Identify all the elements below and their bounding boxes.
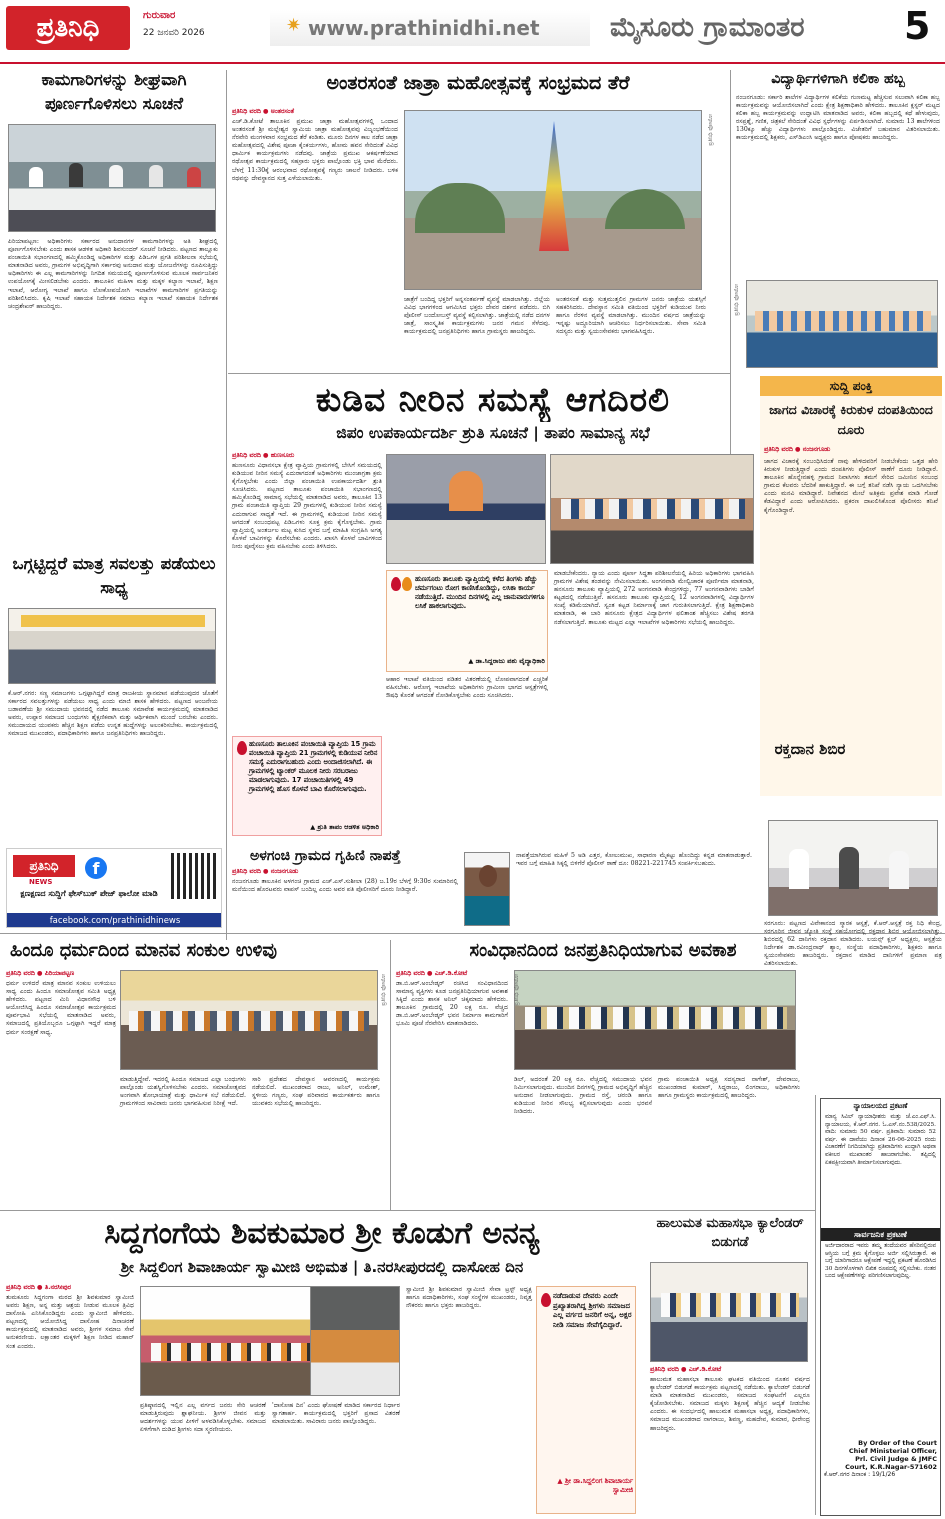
article-halumata (646, 1214, 814, 1516)
bhoomi-pooja-photo (514, 970, 796, 1070)
court-notice-text: ಮಾನ್ಯ ಸಿವಿಲ್ ನ್ಯಾಯಾಧೀಶರು ಮತ್ತು ಜೆ.ಎಂ.ಎಫ್.ಸಿ. ನ್ಯಾಯಾಲಯ, ಕೆ.ಆರ್.ನಗರ. ಓ.ಎಸ್.ನಂ.538/2025. ವಾದಿ: ಸುಮಾರು 50 ವರ್ಷ. ಪ್ರತಿವಾದಿ: ಸುಮಾರು 52 ವರ್ಷ. ಈ ದಾವೆಯು ದಿನಾಂಕ 26-06-2025 ರಂದು ವಿಚಾರಣೆಗೆ ನಿಗದಿಯಾಗಿದ್ದು ಪ್ರತಿವಾದಿಗಳು ಖುದ್ದಾಗಿ ಅಥವಾ ವಕೀಲರ ಮುಖಾಂತರ ಹಾಜರಾಗಬೇಕು. ತಪ್ಪಿದಲ್ಲಿ ಏಕಪಕ್ಷೀಯವಾಗಿ ತೀರ್ಮಾನಿಸಲಾಗುವುದು. (825, 1114, 936, 1166)
article-samvidhana (394, 938, 812, 1208)
order-line: ಕೆ.ಆರ್.ನಗರ ದಿನಾಂಕ : 19/1/26 (824, 1471, 896, 1478)
article-title[interactable]: ಅಳಗಂಚಿ ಗ್ರಾಮದ ಗೃಹಿಣಿ ನಾಪತ್ತೆ (250, 848, 401, 864)
facebook-ad[interactable] (6, 848, 222, 928)
column-header: ಸುದ್ದಿ ಪಂಕ್ತಿ (760, 376, 942, 396)
samavesha-photo (8, 608, 216, 684)
order-line: Chief Ministerial Officer, (848, 1447, 937, 1455)
callout-source: ▲ ಡಾ.ಸಿದ್ದರಾಜು ಪಶು ವೈದ್ಯಾಧಿಕಾರಿ (468, 657, 545, 665)
blood-camp-title[interactable]: ರಕ್ತದಾನ ಶಿಬಿರ (774, 740, 846, 758)
meeting-hall-photo (550, 454, 754, 564)
photo-credit: ಪ್ರತಿನಿಧಿ ಫೋಟೋ (708, 114, 714, 146)
blood-donation-photo (768, 820, 938, 916)
article-body: ಅಂತರಸಂತೆ ಮತ್ತು ಸುತ್ತಮುತ್ತಲಿನ ಗ್ರಾಮಗಳ ಜನರು ಜಾತ್ರೆಯ ಯಶಸ್ಸಿಗೆ ಸಹಕರಿಸಿದರು. ದೇವಸ್ಥಾನ ಸಮಿತಿ ವತಿಯಿಂದ ಭಕ್ತರಿಗೆ ಕುಡಿಯುವ ನೀರು ಹಾಗೂ ನೆರಳಿನ ವ್ಯವಸ್ಥೆ ಮಾಡಲಾಗಿತ್ತು. ಮುಂದಿನ ವರ್ಷದ ಜಾತ್ರೆಯನ್ನು ಇನ್ನಷ್ಟು ಅದ್ದೂರಿಯಾಗಿ ಆಚರಿಸಲು ನಿರ್ಧರಿಸಲಾಯಿತು. ಸೇವಾ ಸಮಿತಿ ಸದಸ್ಯರು ಮತ್ತು ಸ್ವಯಂಸೇವಕರು ಭಾಗವಹಿಸಿದ್ದರು. (556, 296, 706, 336)
article-body: ನಂಜನಗೂಡು: ಸರ್ಕಾರಿ ಶಾಲೆಗಳ ವಿದ್ಯಾರ್ಥಿಗಳ ಕಲಿಕೆಯ ಗುಣಮಟ್ಟ ಹೆಚ್ಚಿಸುವ ಸಲುವಾಗಿ ಕಲಿಕಾ ಹಬ್ಬ ಕಾರ್ಯಕ್ರಮವನ್ನು ಆಯೋಜಿಸಲಾಗಿದೆ ಎಂದು ಕ್ಷೇತ್ರ ಶಿಕ್ಷಣಾಧಿಕಾರಿ ಹೇಳಿದರು. ತಾಲೂಕಿನ ಕ್ಲಸ್ಟರ್ ಮಟ್ಟದ ಕಲಿಕಾ ಹಬ್ಬ ಕಾರ್ಯಕ್ರಮವನ್ನು ಉದ್ಘಾಟಿಸಿ ಮಾತನಾಡಿದ ಅವರು, ಕಲಿಕಾ ಹಬ್ಬದಲ್ಲಿ ಕಥೆ ಹೇಳುವುದು, ರಸಪ್ರಶ್ನೆ, ಗಣಿತ, ಚಿತ್ರಕಲೆ ಸೇರಿದಂತೆ ವಿವಿಧ ಸ್ಪರ್ಧೆಗಳನ್ನು ಏರ್ಪಡಿಸಲಾಗಿದೆ. ಸುಮಾರು 13 ಶಾಲೆಗಳಿಂದ 130ಕ್ಕೂ ಹೆಚ್ಚು ವಿದ್ಯಾರ್ಥಿಗಳು ಪಾಲ್ಗೊಂಡಿದ್ದರು. ವಿಜೇತರಿಗೆ ಬಹುಮಾನ ವಿತರಿಸಲಾಯಿತು. ಕಾರ್ಯಕ್ರಮದಲ್ಲಿ ಶಿಕ್ಷಕರು, ಎಸ್‌ಡಿಎಂಸಿ ಅಧ್ಯಕ್ಷರು ಹಾಗೂ ಪೋಷಕರು ಹಾಜರಿದ್ದರು. (736, 94, 940, 142)
article-subtitle: ಜಿಪಂ ಉಪಕಾರ್ಯದರ್ಶಿ ಶ್ರುತಿ ಸೂಚನೆ | ತಾಪಂ ಸಾಮಾನ್ಯ ಸಭೆ (336, 424, 650, 442)
article-jatre (230, 68, 726, 368)
callout-source: ▲ ಶ್ರೀ ಡಾ.ಸಿದ್ದಲಿಂಗ ಶಿವಾಚಾರ್ಯ ಸ್ವಾಮೀಜಿ (557, 1477, 633, 1494)
legal-notice (820, 1098, 941, 1516)
article-title[interactable]: ಕಾಮಗಾರಿಗಳನ್ನು ಶೀಘ್ರವಾಗಿ ಪೂರ್ಣಗೊಳಿಸಲು ಸೂಚನೆ (41, 70, 187, 113)
article-title[interactable]: ಅಂತರಸಂತೆ ಜಾತ್ರಾ ಮಹೋತ್ಸವಕ್ಕೆ ಸಂಭ್ರಮದ ತೆರೆ (326, 72, 630, 94)
byline: ಪ್ರತಿನಿಧಿ ವರದಿ ● ನಂಜನಗೂಡು (232, 868, 299, 875)
court-heading: ನ್ಯಾಯಾಲಯದ ಪ್ರಕಟಣೆ (853, 1102, 908, 1110)
article-body: ಧರ್ಮ ಉಳಿದರೆ ಮಾತ್ರ ಮಾನವ ಸಂಕುಲ ಉಳಿಯಲು ಸಾಧ್ಯ ಎಂದು ಹಿಂದೂ ಸಮಾಜೋತ್ಸವ ಸಮಿತಿ ಅಧ್ಯಕ್ಷ ಹೇಳಿದರು. ಪಟ್ಟಣದ ಮಿನಿ ವಿಧಾನಸೌಧ ಬಳಿ ಆಯೋಜಿಸಿದ್ದ ಹಿಂದೂ ಸಮಾಜೋತ್ಸವ ಕಾರ್ಯಕ್ರಮದ ಪೂರ್ವಭಾವಿ ಸಭೆಯಲ್ಲಿ ಮಾತನಾಡಿದ ಅವರು, ಸಮಾಜದಲ್ಲಿ ಪ್ರತಿಯೊಬ್ಬರೂ ಒಗ್ಗಟ್ಟಾಗಿ ಇದ್ದರೆ ಮಾತ್ರ ಧರ್ಮ ಸಂರಕ್ಷಣೆ ಸಾಧ್ಯ. (6, 980, 116, 1036)
article-body: ಕೆ.ಆರ್.ನಗರ: ಸಣ್ಣ ಸಮಾಜಗಳು ಒಗ್ಗಟ್ಟಾಗಿದ್ದರೆ ಮಾತ್ರ ರಾಜಕೀಯ ಸ್ಥಾನಮಾನ ಪಡೆಯುವುದರ ಜೊತೆಗೆ ಸರ್ಕಾರದ ಸವಲತ್ತುಗಳನ್ನು ಪಡೆಯಲು ಸಾಧ್ಯ ಎಂದು ಮಾಜಿ ಶಾಸಕ ಹೇಳಿದರು. ಪಟ್ಟಣದ ಆಂಜನೇಯ ಬಡಾವಣೆಯ ಶ್ರೀ ಸಮುದಾಯ ಭವನದಲ್ಲಿ ನಡೆದ ತಾಲೂಕು ಸಮಾವೇಶ ಕಾರ್ಯಕ್ರಮದಲ್ಲಿ ಮಾತನಾಡಿದ ಅವರು, ಉಪ್ಪಾರ ಸಮಾಜದ ಬಂಧುಗಳು ಶೈಕ್ಷಣಿಕವಾಗಿ ಮತ್ತು ಆರ್ಥಿಕವಾಗಿ ಮುಂದೆ ಬರಬೇಕು ಎಂದರು. ಸಮುದಾಯದ ಯುವಕರು ಹೆಚ್ಚಿನ ಶಿಕ್ಷಣ ಪಡೆದು ಉನ್ನತ ಹುದ್ದೆಗಳನ್ನು ಅಲಂಕರಿಸಬೇಕು. ಕಾರ್ಯಕ್ರಮದಲ್ಲಿ ಸಮಾಜದ ಮುಖಂಡರು, ಪದಾಧಿಕಾರಿಗಳು ಹಾಗೂ ಜನಪ್ರತಿನಿಧಿಗಳು ಹಾಜರಿದ್ದರು. (8, 690, 218, 738)
masthead-day: ಗುರುವಾರ (143, 10, 176, 21)
order-line: Court, K.R.Nagar-571602 (845, 1463, 937, 1471)
callout-water (232, 736, 382, 836)
public-notice-text: ಅರ್ಜಿದಾರರಾದ ಇವರು ತಮ್ಮ ತಂದೆಯವರ ಹೆಸರಿನಲ್ಲಿರುವ ಆಸ್ತಿಯ ಬಗ್ಗೆ ಕ್ರಮ ಕೈಗೊಳ್ಳಲು ಅರ್ಜಿ ಸಲ್ಲಿಸಿರುತ್ತಾರೆ. ಈ ಬಗ್ಗೆ ಯಾರಿಗಾದರೂ ಆಕ್ಷೇಪಣೆ ಇದ್ದಲ್ಲಿ ಪ್ರಕಟಣೆ ಹೊರಡಿಸಿದ 30 ದಿನಗಳೊಳಗಾಗಿ ಲಿಖಿತ ರೂಪದಲ್ಲಿ ಸಲ್ಲಿಸಬೇಕು. ನಂತರ ಬಂದ ಆಕ್ಷೇಪಣೆಗಳನ್ನು ಪರಿಗಣಿಸಲಾಗುವುದಿಲ್ಲ. (825, 1243, 936, 1280)
ad-url[interactable]: facebook.com/prathinidhinews (7, 913, 222, 928)
callout-swamiji (536, 1286, 636, 1514)
dasoha-day-photo (310, 1286, 400, 1396)
star-icon: ✷ (286, 15, 302, 36)
article-body: ಪಿರಿಯಾಪಟ್ಟಣ: ಅಧಿಕಾರಿಗಳು ಸರ್ಕಾರದ ಅನುದಾನಗಳ ಕಾಮಗಾರಿಗಳನ್ನು ಅತಿ ಶೀಘ್ರದಲ್ಲಿ ಪೂರ್ಣಗೊಳಿಸಬೇಕು ಎಂದು ಶಾಸಕ ಆಡಳಿತ ಅಧಿಕಾರಿ ಶಿವಸುಂದರ್ ಸೂಚನೆ ನೀಡಿದರು. ಪಟ್ಟಣದ ತಾಲ್ಲೂಕು ಪಂಚಾಯಿತಿ ಸಭಾಂಗಣದಲ್ಲಿ ಹಮ್ಮಿಕೊಂಡಿದ್ದ ಅಧಿಕಾರಿಗಳ ಮತ್ತು ಪಿಡಿಒಗಳ ಪ್ರಗತಿ ಪರಿಶೀಲನಾ ಸಭೆಯಲ್ಲಿ ಮಾತನಾಡಿದ ಅವರು, ಗ್ರಾಮಗಳ ಅಭಿವೃದ್ಧಿಗಾಗಿ ಸರ್ಕಾರವು ಅನುದಾನ ಮತ್ತು ಯೋಜನೆಗಳನ್ನು ರೂಪಿಸುತ್ತಿದ್ದು ಅಧಿಕಾರಿಗಳು ಈ ಎಲ್ಲ ಕಾಮಗಾರಿಗಳನ್ನು ನಿಗದಿತ ಸಮಯದಲ್ಲಿ ಪೂರ್ಣಗೊಳಿಸುವ ಮೂಲಕ ಸಾರ್ವಜನಿಕರ ಉಪಯೋಗಕ್ಕೆ ಮೀಸಲಿಡಬೇಕು ಎಂದರು. ತಾಲೂಕಿನ ಮಹಿಳಾ ಮತ್ತು ಮಕ್ಕಳ ಕಲ್ಯಾಣ ಇಲಾಖೆ, ಶಿಕ್ಷಣ ಇಲಾಖೆ, ಆರೋಗ್ಯ ಇಲಾಖೆ ಹಾಗೂ ಲೋಕೋಪಯೋಗಿ ಇಲಾಖೆಗಳ ಕಾಮಗಾರಿಗಳ ಪ್ರಗತಿಯನ್ನು ಪರಿಶೀಲಿಸಿದರು. ಕೃಷಿ ಇಲಾಖೆ ಸಹಾಯಕ ನಿರ್ದೇಶಕ ಸಮಾಜ ಕಲ್ಯಾಣ ಇಲಾಖೆ ಸಹಾಯಕ ನಿರ್ದೇಶಕ ಚಂದ್ರಶೇಖರ್ ಹಾಜರಿದ್ದರು. (8, 238, 218, 310)
article-siddaganga (4, 1214, 640, 1516)
missing-woman-photo (464, 852, 510, 926)
drop-icon (402, 577, 412, 591)
article-title[interactable]: ಸಿದ್ದಗಂಗೆಯ ಶಿವಕುಮಾರ ಶ್ರೀ ಕೊಡುಗೆ ಅನನ್ಯ (104, 1216, 540, 1251)
byline: ಪ್ರತಿನಿಧಿ ವರದಿ ● ಪಿರಿಯಾಪಟ್ಟಣ (6, 970, 75, 977)
masthead-date: 22 ಜನವರಿ 2026 (143, 28, 205, 38)
callout-source: ▲ ಶ್ರುತಿ ತಾಪಂ ಆಡಳಿತ ಅಧಿಕಾರಿ (310, 823, 379, 831)
masthead (0, 0, 945, 64)
photo-credit: ಪ್ರತಿನಿಧಿ ಫೋಟೋ (514, 974, 520, 1006)
public-notice-heading: ಸಾರ್ವಜನಿಕ ಪ್ರಕಟಣೆ (821, 1228, 940, 1241)
section-name: ಮೈಸೂರು ಗ್ರಾಮಾಂತರ (610, 12, 805, 43)
qr-code-icon (171, 853, 217, 899)
byline: ಪ್ರತಿನಿಧಿ ವರದಿ ● ಎಚ್.ಡಿ.ಕೋಟೆ (396, 970, 468, 977)
article-body: ಜಾಗದ ವಿಚಾರಕ್ಕೆ ಸಂಬಂಧಿಸಿದಂತೆ ನಾವು ಹೇಳಿದವರಿಗೆ ನೀಡಬೇಕೆಂದು ಒತ್ತಡ ಹೇರಿ ಕಿರುಕುಳ ನೀಡುತ್ತಿದ್ದಾರೆ ಎಂದು ದಂಪತಿಗಳು ಪೊಲೀಸ್ ಠಾಣೆಗೆ ದೂರು ನೀಡಿದ್ದಾರೆ. ತಾಲೂಕಿನ ಹೊನ್ನೇನಹಳ್ಳಿ ಗ್ರಾಮದ ನಿವಾಸಿಗಳು ತಮಗೆ ಸೇರಿದ ಜಮೀನಿನ ಸಂಬಂಧ ಗ್ರಾಮದ ಕೆಲವರು ಬೆದರಿಕೆ ಹಾಕುತ್ತಿದ್ದಾರೆ. ಈ ಬಗ್ಗೆ ತನಿಖೆ ನಡೆಸಿ ನ್ಯಾಯ ಒದಗಿಸಬೇಕು ಎಂದು ಮನವಿ ಮಾಡಿದ್ದಾರೆ. ನಿವೇಶನದ ಮೇಲೆ ಅತಿಕ್ರಮ ಪ್ರವೇಶ ಮಾಡಿ ಗೋಡೆ ಕೆಡವಿದ್ದಾರೆ ಎಂದು ಆರೋಪಿಸಿದರು. ಪ್ರಕರಣ ದಾಖಲಿಸಿಕೊಂಡ ಪೊಲೀಸರು ತನಿಖೆ ಕೈಗೊಂಡಿದ್ದಾರೆ. (764, 458, 938, 514)
byline: ಪ್ರತಿನಿಧಿ ವರದಿ ● ನಂಜನಗೂಡು (764, 446, 831, 453)
ad-logo: ಪ್ರತಿನಿಧಿ (13, 855, 75, 877)
drop-icon (541, 1293, 551, 1307)
article-body: ಗ್ರಾಮ ಪಂಚಾಯಿತಿ ಅಧ್ಯಕ್ಷ ಸದಸ್ಯರಾದ ನಾಗೇಶ್, ದೇವರಾಜು, ಮುಖಂಡರಾದ ಕುಮಾರ್, ಸಿದ್ದರಾಜು, ಲಿಂಗರಾಜು, ಅಧಿಕಾರಿಗಳು ಹಾಗೂ ಗ್ರಾಮಸ್ಥರು ಕಾರ್ಯಕ್ರಮದಲ್ಲಿ ಹಾಜರಿದ್ದರು. (658, 1076, 800, 1100)
article-body: ಸ್ವಾಮೀಜಿ ಶ್ರೀ ಶಿವಕುಮಾರ ಸ್ವಾಮೀಜಿ ಸೇವಾ ಟ್ರಸ್ಟ್ ಅಧ್ಯಕ್ಷ ಹಾಗೂ ಪದಾಧಿಕಾರಿಗಳು, ಸಂಘ ಸಂಸ್ಥೆಗಳ ಮುಖಂಡರು, ನಿವೃತ್ತ ನೌಕರರು ಹಾಗೂ ಭಕ್ತರು ಹಾಜರಿದ್ದರು. (406, 1286, 532, 1310)
students-photo (746, 280, 938, 368)
byline: ಪ್ರತಿನಿಧಿ ವರದಿ ● ಅಂತರಸಂತೆ (232, 108, 295, 115)
article-oggattu (4, 552, 224, 826)
article-body: ಡಿಲ್, ಅದರಂತೆ 20 ಲಕ್ಷ ರೂ. ವೆಚ್ಚದಲ್ಲಿ ಸಮುದಾಯ ಭವನ ನಿರ್ಮಿಸಲಾಗುವುದು. ಮುಂದಿನ ದಿನಗಳಲ್ಲಿ ಗ್ರಾಮದ ಅಭಿವೃದ್ಧಿಗೆ ಹೆಚ್ಚಿನ ಅನುದಾನ ನೀಡಲಾಗುವುದು. ಗ್ರಾಮದ ರಸ್ತೆ, ಚರಂಡಿ ಹಾಗೂ ಕುಡಿಯುವ ನೀರಿನ ಸೌಲಭ್ಯ ಕಲ್ಪಿಸಲಾಗುವುದು ಎಂದು ಭರವಸೆ ನೀಡಿದರು. (514, 1076, 652, 1116)
article-title[interactable]: ಕುಡಿವ ನೀರಿನ ಸಮಸ್ಯೆ ಆಗದಿರಲಿ (315, 380, 671, 419)
drop-icon (391, 577, 401, 591)
meeting-officer-photo (386, 454, 546, 564)
photo-credit: ಪ್ರತಿನಿಧಿ ಫೋಟೋ (734, 284, 740, 316)
article-body: ಜಾತ್ರೆಗೆ ಬಂದಿದ್ದ ಭಕ್ತರಿಗೆ ಅನ್ನಸಂತರ್ಪಣೆ ವ್ಯವಸ್ಥೆ ಮಾಡಲಾಗಿತ್ತು. ಜಿಲ್ಲೆಯ ವಿವಿಧ ಭಾಗಗಳಿಂದ ಆಗಮಿಸಿದ ಭಕ್ತರು ದೇವರ ದರ್ಶನ ಪಡೆದರು. ಬಿಗಿ ಪೊಲೀಸ್ ಬಂದೋಬಸ್ತ್ ವ್ಯವಸ್ಥೆ ಕಲ್ಪಿಸಲಾಗಿತ್ತು. ಜಾತ್ರೆಯಲ್ಲಿ ನಡೆದ ದನಗಳ ಜಾತ್ರೆ, ಸಾಂಸ್ಕೃತಿಕ ಕಾರ್ಯಕ್ರಮಗಳು ಜನರ ಗಮನ ಸೆಳೆದವು. ಕಾರ್ಯಕ್ರಮದಲ್ಲಿ ಜನಪ್ರತಿನಿಧಿಗಳು ಹಾಗೂ ಗ್ರಾಮಸ್ಥರು ಹಾಜರಿದ್ದರು. (404, 296, 550, 336)
byline: ಪ್ರತಿನಿಧಿ ವರದಿ ● ಎಚ್.ಡಿ.ಕೋಟೆ (650, 1366, 722, 1373)
article-napatte (230, 846, 756, 930)
article-body: ಮಾಡಬೇಕೆಂದರು. ನ್ಯಾಯ ಎಂದು ಪೂರ್ಣ ಸಿದ್ಧತಾ ಪರಿಶೀಲನೆಯಲ್ಲಿ ಹಿರಿಯ ಅಧಿಕಾರಿಗಳು ಭಾಗವಹಿಸಿ ಗ್ರಾಮಗಳ ವಿಶೇಷ ತಂಡವನ್ನು ನೇಮಿಸಲಾಯಿತು. ಅಂಗನವಾಡಿ ಮೇಲ್ವಿಚಾರಕ ಪೂರ್ಣಿಮಾ ಮಾತನಾಡಿ, ಹನಸೂರು ತಾಲೂಕು ವ್ಯಾಪ್ತಿಯಲ್ಲಿ 272 ಅಂಗನವಾಡಿ ಕೇಂದ್ರಗಳಿದ್ದು, 77 ಅಂಗನವಾಡಿಗಳು ಬಾಡಿಗೆ ಕಟ್ಟಡದಲ್ಲಿ ನಡೆಯುತ್ತಿವೆ. ಹಸನೂರು ತಾಲೂಕು ವ್ಯಾಪ್ತಿಯಲ್ಲಿ 12 ಅಂಗನವಾಡಿಗಳಲ್ಲಿ ವಿದ್ಯಾರ್ಥಿಗಳ ಸಂಖ್ಯೆ ಕಡಿಮೆಯಾಗಿದೆ. ಸ್ವಂತ ಕಟ್ಟಡ ನಿರ್ಮಾಣಕ್ಕೆ ಜಾಗ ಗುರುತಿಸಲಾಗುತ್ತಿದೆ. ಕ್ಷೇತ್ರ ಶಿಕ್ಷಣಾಧಿಕಾರಿ ಮಾತನಾಡಿ, ಈ ಬಾರಿ ಹನಸೂರು ಕ್ಷೇತ್ರದ ವಿದ್ಯಾರ್ಥಿಗಳ ಫಲಿತಾಂಶ ಹೆಚ್ಚಿಸಲು ವಿಶೇಷ ತರಗತಿ ನಡೆಸಲಾಗುತ್ತಿದೆ. ತಾಲೂಕು ಮಟ್ಟದ ಎಲ್ಲಾ ಇಲಾಖೆಗಳ ಅಧಿಕಾರಿಗಳು ಸಭೆಯಲ್ಲಿ ಹಾಜರಿದ್ದರು. (554, 570, 754, 626)
article-title[interactable]: ವಿದ್ಯಾರ್ಥಿಗಳಿಗಾಗಿ ಕಲಿಕಾ ಹಬ್ಬ (771, 71, 905, 87)
article-title[interactable]: ಸಂವಿಧಾನದಿಂದ ಜನಪ್ರತಿನಿಧಿಯಾಗುವ ಅವಕಾಶ (469, 940, 737, 961)
article-title[interactable]: ಒಗ್ಗಟ್ಟಿದ್ದರೆ ಮಾತ್ರ ಸವಲತ್ತು ಪಡೆಯಲು ಸಾಧ್ಯ (12, 554, 216, 597)
byline: ಪ್ರತಿನಿಧಿ ವರದಿ ● ಹುಣಸೂರು (232, 452, 295, 459)
article-body: ಆಹಾರ ಇಲಾಖೆ ವತಿಯಿಂದ ಪಡಿತರ ವಿತರಣೆಯಲ್ಲಿ ಲೋಪವಾಗದಂತೆ ಎಚ್ಚರಿಕೆ ವಹಿಸಬೇಕು. ಆರೋಗ್ಯ ಇಲಾಖೆಯ ಅಧಿಕಾರಿಗಳು ಗ್ರಾಮೀಣ ಭಾಗದ ಆಸ್ಪತ್ರೆಗಳಲ್ಲಿ ಔಷಧಿ ಕೊರತೆ ಆಗದಂತೆ ನೋಡಿಕೊಳ್ಳಬೇಕು ಎಂದು ಸೂಚಿಸಿದರು. (386, 676, 548, 700)
facebook-icon: f (85, 857, 107, 879)
meeting-photo (8, 124, 216, 232)
article-body: ಹಾಲುಮತ ಮಹಾಸಭಾ ತಾಲೂಕು ಘಟಕದ ವತಿಯಿಂದ ನೂತನ ವರ್ಷದ ಕ್ಯಾಲೆಂಡರ್ ಬಿಡುಗಡೆ ಕಾರ್ಯಕ್ರಮ ಪಟ್ಟಣದಲ್ಲಿ ನಡೆಯಿತು. ಕ್ಯಾಲೆಂಡರ್ ಬಿಡುಗಡೆ ಮಾಡಿ ಮಾತನಾಡಿದ ಮುಖಂಡರು, ಸಮಾಜದ ಸಂಘಟನೆಗೆ ಎಲ್ಲರೂ ಕೈಜೋಡಿಸಬೇಕು. ಸಮಾಜದ ಮಕ್ಕಳು ಶಿಕ್ಷಣಕ್ಕೆ ಹೆಚ್ಚಿನ ಆದ್ಯತೆ ನೀಡಬೇಕು ಎಂದರು. ಈ ಸಂದರ್ಭದಲ್ಲಿ ಹಾಲುಮತ ಮಹಾಸಭಾ ಅಧ್ಯಕ್ಷ, ಪದಾಧಿಕಾರಿಗಳು, ಸಮಾಜದ ಮುಖಂಡರಾದ ನಾಗರಾಜು, ಶಿವಣ್ಣ, ಮಹದೇವ, ಕುಮಾರ, ಧೀರೇಂದ್ರ ಹಾಜರಿದ್ದರು. (650, 1376, 810, 1432)
article-body: 'ದಾಸೋಹ ದಿನ' ಎಂದು ಘೋಷಣೆ ಮಾಡಿದ ಸರ್ಕಾರದ ನಿರ್ಧಾರ ಸ್ವಾಗತಾರ್ಹ. ಕಾರ್ಯಕ್ರಮದಲ್ಲಿ ಭಕ್ತರಿಗೆ ಪ್ರಸಾದ ವಿತರಣೆ ಮಾಡಲಾಯಿತು. ಸಾವಿರಾರು ಜನರು ಪಾಲ್ಗೊಂಡಿದ್ದರು. (272, 1402, 400, 1426)
suddi-pankthi (760, 376, 942, 796)
article-body: ಡಾ.ಬಿ.ಆರ್.ಅಂಬೇಡ್ಕರ್ ರಚಿಸಿದ ಸಂವಿಧಾನದಿಂದ ಸಾಮಾನ್ಯ ವ್ಯಕ್ತಿಗಳು ಕೂಡ ಜನಪ್ರತಿನಿಧಿಯಾಗುವ ಅವಕಾಶ ಸಿಕ್ಕಿದೆ ಎಂದು ಶಾಸಕ ಅನಿಲ್ ಚಿಕ್ಕಮಾದು ಹೇಳಿದರು. ತಾಲೂಕಿನ ಗ್ರಾಮದಲ್ಲಿ 20 ಲಕ್ಷ ರೂ. ವೆಚ್ಚದ ಡಾ.ಬಿ.ಆರ್.ಅಂಬೇಡ್ಕರ್ ಭವನ ನಿರ್ಮಾಣ ಕಾಮಗಾರಿಗೆ ಭೂಮಿ ಪೂಜೆ ನೆರವೇರಿಸಿ ಮಾತನಾಡಿದರು. (396, 980, 508, 1028)
chariot-festival-photo (404, 110, 702, 290)
ad-tag: NEWS (29, 878, 53, 886)
byline: ಪ್ರತಿನಿಧಿ ವರದಿ ● ತಿ.ನರಸೀಪುರ (6, 1284, 71, 1291)
page-number: 5 (904, 4, 931, 48)
article-body: ಹುಣಸೂರು ವಿಧಾನಸಭಾ ಕ್ಷೇತ್ರ ವ್ಯಾಪ್ತಿಯ ಗ್ರಾಮಗಳಲ್ಲಿ ಬೇಸಿಗೆ ಸಮಯದಲ್ಲಿ ಕುಡಿಯುವ ನೀರಿನ ಸಮಸ್ಯೆ ಎದುರಾಗದಂತೆ ಅಧಿಕಾರಿಗಳು ಮುಂಜಾಗ್ರತಾ ಕ್ರಮ ಕೈಗೊಳ್ಳಬೇಕು ಎಂದು ಜಿಲ್ಲಾ ಪಂಚಾಯಿತಿ ಉಪಕಾರ್ಯದರ್ಶಿ ಶ್ರುತಿ ಸೂಚಿಸಿದರು. ಪಟ್ಟಣದ ತಾಲೂಕು ಪಂಚಾಯಿತಿ ಸಭಾಂಗಣದಲ್ಲಿ ಹಮ್ಮಿಕೊಂಡಿದ್ದ ಸಾಮಾನ್ಯ ಸಭೆಯಲ್ಲಿ ಮಾತನಾಡಿದ ಅವರು, ತಾಲೂಕಿನ 13 ಗ್ರಾಮ ಪಂಚಾಯಿತಿ ವ್ಯಾಪ್ತಿಯ 29 ಗ್ರಾಮಗಳಲ್ಲಿ ಕುಡಿಯುವ ನೀರಿನ ಸಮಸ್ಯೆ ಎದುರಾಗುವ ಸಾಧ್ಯತೆ ಇದೆ. ಈ ಗ್ರಾಮಗಳಲ್ಲಿ ಕುಡಿಯುವ ನೀರಿನ ಸಮಸ್ಯೆ ಆಗದಂತೆ ಸಂಬಂಧಪಟ್ಟ ಪಿಡಿಒಗಳು ಸೂಕ್ತ ಕ್ರಮ ಕೈಗೊಳ್ಳಬೇಕು. ಗ್ರಾಮ ವ್ಯಾಪ್ತಿಯಲ್ಲಿ ಅಂತರ್ಜಲ ಮಟ್ಟ ಕುಸಿದ ಸ್ಥಳದ ಬಗ್ಗೆ ಮಾಹಿತಿ ಸಂಗ್ರಹಿಸಿ ಅಗತ್ಯ ಕೊಳವೆ ಬಾವಿಗಳನ್ನು ಕೊರೆಸಬೇಕು ಎಂದರು. ಖಾಸಗಿ ಕೊಳವೆ ಬಾವಿಗಳಿಂದ ನೀರು ಪೂರೈಸಲು ಕ್ರಮ ವಹಿಸಬೇಕು ಎಂದು ತಿಳಿಸಿದರು. (232, 462, 382, 550)
article-body: ಸಾರಿ ಪ್ರದೇಶದ ದೇವಸ್ಥಾನ ಆವರಣದಲ್ಲಿ ಕಾರ್ಯಕ್ರಮ ನಡೆಯಲಿದೆ. ಮುಖಂಡರಾದ ರಾಜು, ಅನಿಲ್, ಉಮೇಶ್, ಸ್ಥಳೀಯ ಗಣ್ಯರು, ಸಂಘ ಪರಿವಾರದ ಕಾರ್ಯಕರ್ತರು ಹಾಗೂ ಯುವಕರು ಸಭೆಯಲ್ಲಿ ಹಾಜರಿದ್ದರು. (252, 1076, 380, 1108)
article-kamagari (4, 68, 224, 548)
article-hindu-dharma (4, 938, 388, 1208)
article-body: ಪ್ರತಿಷ್ಠಾನದಲ್ಲಿ ಇಲ್ಲಿನ ಎಲ್ಲ ವರ್ಗದ ಜನರು ಸೇರಿ ಆಚರಣೆ ಮಾಡುತ್ತಿರುವುದು ಶ್ಲಾಘನೀಯ. ಶ್ರೀಗಳ ಜೀವನ ಮತ್ತು ಆದರ್ಶಗಳನ್ನು ಯುವ ಪೀಳಿಗೆ ಅಳವಡಿಸಿಕೊಳ್ಳಬೇಕು. ಸಮಾಜದ ಏಳಿಗೆಗಾಗಿ ದುಡಿದ ಶ್ರೀಗಳು ಸದಾ ಸ್ಮರಣೀಯರು. (140, 1402, 266, 1434)
logo[interactable]: ಪ್ರತಿನಿಧಿ (6, 6, 130, 50)
article-body: ಮಾಡುತ್ತಿದ್ದೇವೆ. ಇದರಲ್ಲಿ ಹಿಂದೂ ಸಮಾಜದ ಎಲ್ಲಾ ಬಂಧುಗಳು ಪಾಲ್ಗೊಂಡು ಯಶಸ್ವಿಗೊಳಿಸಬೇಕು ಎಂದರು. ಸಮಾಜೋತ್ಸವದ ಅಂಗವಾಗಿ ಶೋಭಾಯಾತ್ರೆ ಮತ್ತು ಧಾರ್ಮಿಕ ಸಭೆ ನಡೆಯಲಿದೆ. ಗ್ರಾಮಗಳಿಂದ ಸಾವಿರಾರು ಜನರು ಭಾಗವಹಿಸುವ ನಿರೀಕ್ಷೆ ಇದೆ. (120, 1076, 246, 1108)
order-line: By Order of the Court (858, 1439, 937, 1447)
article-body: ನಂಜನಗೂಡು ತಾಲೂಕಿನ ಅಳಗಂಚಿ ಗ್ರಾಮದ ಎಚ್.ಎಸ್.ಸುಶೀಲಾ (28) ಜ.19ರ ಬೆಳಗ್ಗೆ 9:30ರ ಸುಮಾರಿನಲ್ಲಿ ಮನೆಯಿಂದ ಹೊರಟವರು ವಾಪಸ್ ಬಂದಿಲ್ಲ ಎಂದು ಅವರ ಪತಿ ಪೊಲೀಸರಿಗೆ ದೂರು ನೀಡಿದ್ದಾರೆ. (232, 878, 458, 894)
samajotsava-photo (120, 970, 378, 1070)
ad-line: ಕ್ಷಣಕ್ಷಣದ ಸುದ್ದಿಗೆ ಫೇಸ್‌ಬುಕ್ ಪೇಜ್ ಫಾಲೋ ಮಾಡಿ (20, 889, 158, 898)
callout-text: ಹುಣಸೂರು ತಾಲೂಕಿನ ಪಂಚಾಯಿತಿ ವ್ಯಾಪ್ತಿಯ 15 ಗ್ರಾಮ ಪಂಚಾಯಿತಿ ವ್ಯಾಪ್ತಿಯ 21 ಗ್ರಾಮಗಳಲ್ಲಿ ಕುಡಿಯುವ ನೀರಿನ ಸಮಸ್ಯೆ ಎದುರಾಗಬಹುದು ಎಂದು ಅಂದಾಜಿಸಲಾಗಿದೆ. ಈ ಗ್ರಾಮಗಳಲ್ಲಿ ಟ್ಯಾಂಕರ್ ಮೂಲಕ ನೀರು ಸರಬರಾಜು ಮಾಡಲಾಗುವುದು. 17 ಪಂಚಾಯಿತಿಗಳಲ್ಲಿ 49 ಗ್ರಾಮಗಳಲ್ಲಿ ಹೊಸ ಕೊಳವೆ ಬಾವಿ ಕೊರೆಸಲಾಗುವುದು. (249, 740, 378, 793)
article-title[interactable]: ಜಾಗದ ವಿಚಾರಕ್ಕೆ ಕಿರುಕುಳ ದಂಪತಿಯಿಂದ ದೂರು (769, 402, 933, 437)
photo-credit: ಪ್ರತಿನಿಧಿ ಫೋಟೋ (381, 974, 387, 1006)
article-kudiyuva-neeru (230, 380, 756, 840)
article-title[interactable]: ಹಾಲುಮತ ಮಹಾಸಭಾ ಕ್ಯಾಲೆಂಡರ್ ಬಿಡುಗಡೆ (656, 1216, 804, 1250)
article-body: ತುಮಕೂರು ಸಿದ್ದಗಂಗಾ ಮಠದ ಶ್ರೀ ಶಿವಕುಮಾರ ಸ್ವಾಮೀಜಿ ಅವರು ಶಿಕ್ಷಣ, ಅನ್ನ ಮತ್ತು ಆಶ್ರಯ ನೀಡುವ ಮೂಲಕ ತ್ರಿವಿಧ ದಾಸೋಹಿ ಎನಿಸಿಕೊಂಡಿದ್ದರು ಎಂದು ಸ್ವಾಮೀಜಿ ಹೇಳಿದರು. ಪಟ್ಟಣದಲ್ಲಿ ಆಯೋಜಿಸಿದ್ದ ದಾಸೋಹ ದಿನಾಚರಣೆ ಕಾರ್ಯಕ್ರಮದಲ್ಲಿ ಮಾತನಾಡಿದ ಅವರು, ಶ್ರೀಗಳ ಸಮಾಜ ಸೇವೆ ಅನುಕರಣೀಯ. ಲಕ್ಷಾಂತರ ಮಕ್ಕಳಿಗೆ ಶಿಕ್ಷಣ ನೀಡಿದ ಮಹಾನ್ ಸಂತ ಎಂದರು. (6, 1294, 134, 1350)
article-title[interactable]: ಹಿಂದೂ ಧರ್ಮದಿಂದ ಮಾನವ ಸಂಕುಲ ಉಳಿವು (10, 940, 278, 961)
site-url[interactable]: www.prathinidhi.net (308, 16, 540, 40)
callout-vet (386, 570, 548, 672)
article-body: ಎಚ್.ಡಿ.ಕೋಟೆ ತಾಲೂಕಿನ ಪ್ರಮುಖ ಜಾತ್ರಾ ಮಹೋತ್ಸವಗಳಲ್ಲಿ ಒಂದಾದ ಅಂತರಸಂತೆ ಶ್ರೀ ಮಲ್ಲೇಶ್ವರ ಸ್ವಾಮಿಯ ಜಾತ್ರಾ ಮಹೋತ್ಸವವು ವಿಜೃಂಭಣೆಯಿಂದ ನೆರವೇರಿ ಮಂಗಳವಾರ ಸಂಭ್ರಮದ ತೆರೆ ಕಂಡಿತು. ಮೂರು ದಿನಗಳ ಕಾಲ ನಡೆದ ಜಾತ್ರಾ ಮಹೋತ್ಸವದಲ್ಲಿ ವಿಶೇಷ ಪೂಜಾ ಕೈಂಕರ್ಯಗಳು, ಹೋಮ ಹವನ ಸೇರಿದಂತೆ ವಿವಿಧ ಧಾರ್ಮಿಕ ಕಾರ್ಯಕ್ರಮಗಳು ನಡೆದವು. ಜಾತ್ರೆಯ ಪ್ರಮುಖ ಆಕರ್ಷಣೆಯಾದ ರಥೋತ್ಸವ ಕಾರ್ಯಕ್ರಮದಲ್ಲಿ ಸಹಸ್ರಾರು ಭಕ್ತರು ಪಾಲ್ಗೊಂಡು ಭಕ್ತಿ ಭಾವ ಮೆರೆದರು. ಬೆಳಗ್ಗೆ 11:30ಕ್ಕೆ ಆರಂಭವಾದ ರಥೋತ್ಸವಕ್ಕೆ ಗಣ್ಯರು ಚಾಲನೆ ನೀಡಿದರು. ಬಳಿಕ ರಥವನ್ನು ದೇವಸ್ಥಾನದ ಸುತ್ತ ಎಳೆಯಲಾಯಿತು. (232, 118, 398, 182)
callout-text: ನಡೆದಾಡುವ ದೇವರು ಎಂದೇ ಪ್ರಖ್ಯಾತರಾಗಿದ್ದ ಶ್ರೀಗಳು ಸಮಾಜದ ಎಲ್ಲ ವರ್ಗದ ಜನರಿಗೆ ಅನ್ನ, ಅಕ್ಷರ ನೀಡಿ ಸಮಾಜ ಸೇವೆಗೈದಿದ್ದಾರೆ. (553, 1291, 632, 1329)
article-subtitle: ಶ್ರೀ ಸಿದ್ದಲಿಂಗ ಶಿವಾಚಾರ್ಯ ಸ್ವಾಮೀಜಿ ಅಭಿಮತ | ತಿ.ನರಸೀಪುರದಲ್ಲಿ ದಾಸೋಹ ದಿನ (120, 1258, 524, 1276)
blood-camp-body: ಸರಗೂರು: ಪಟ್ಟಣದ ವಿವೇಕಾನಂದ ಸ್ಮಾರಕ ಆಸ್ಪತ್ರೆ, ಕೆ.ಆರ್.ಆಸ್ಪತ್ರೆ ರಕ್ತ ನಿಧಿ ಕೇಂದ್ರ, ಸರಗೂರಿನ ಜೀವನ ಜ್ಯೋತಿ ಸಂಸ್ಥೆ ಸಹಯೋಗದಲ್ಲಿ ರಕ್ತದಾನ ಶಿಬಿರ ಆಯೋಜಿಸಲಾಗಿತ್ತು. ಶಿಬಿರದಲ್ಲಿ 62 ದಾನಿಗಳು ರಕ್ತದಾನ ಮಾಡಿದರು. ಲಯನ್ಸ್ ಕ್ಲಬ್ ಅಧ್ಯಕ್ಷರು, ಆಸ್ಪತ್ರೆಯ ನಿರ್ದೇಶಕ ಡಾ.ರವೀಂದ್ರನಾಥ್ ಶ್ಯಾಂ, ಸಂಸ್ಥೆಯ ಪದಾಧಿಕಾರಿಗಳು, ಶಿಕ್ಷಕರು ಹಾಗೂ ಸ್ವಯಂಸೇವಕರು ಹಾಜರಿದ್ದರು. ರಕ್ತದಾನ ಮಾಡಿದ ದಾನಿಗಳಿಗೆ ಪ್ರಮಾಣ ಪತ್ರ ವಿತರಿಸಲಾಯಿತು. (764, 920, 942, 968)
calendar-release-photo (650, 1262, 808, 1362)
article-body: ನಾಪತ್ತೆಯಾಗಿರುವ ಮಹಿಳೆ 5 ಅಡಿ ಎತ್ತರ, ಕೋಲುಮುಖ, ಸಾಧಾರಣ ಮೈಕಟ್ಟು ಹೊಂದಿದ್ದು ಕನ್ನಡ ಮಾತನಾಡುತ್ತಾರೆ. ಇವರ ಬಗ್ಗೆ ಮಾಹಿತಿ ಸಿಕ್ಕಲ್ಲಿ ಬಿಳಿಗೆರೆ ಪೊಲೀಸ್ ಠಾಣೆ ದೂ: 08221-221745 ಸಂಪರ್ಕಿಸಬಹುದು. (516, 852, 752, 868)
drop-icon (237, 741, 247, 755)
article-kalika-habba (734, 68, 942, 368)
callout-text: ಹುಣಸೂರು ತಾಲೂಕು ವ್ಯಾಪ್ತಿಯಲ್ಲಿ ಕಳೆದ ತಿಂಗಳು ಹೆಚ್ಚು ಚರ್ಮಗಂಟು ರೋಗ ಕಾಣಿಸಿಕೊಂಡಿದ್ದು, ಲಸಿಕಾ ಕಾರ್ಯ ನಡೆಯುತ್ತಿದೆ. ಮುಂದಿನ ದಿನಗಳಲ್ಲಿ ಎಲ್ಲ ಜಾನುವಾರುಗಳಿಗೂ ಲಸಿಕೆ ಹಾಕಲಾಗುವುದು. (415, 575, 545, 610)
order-line: Prl. Civil Judge & JMFC (855, 1455, 937, 1463)
